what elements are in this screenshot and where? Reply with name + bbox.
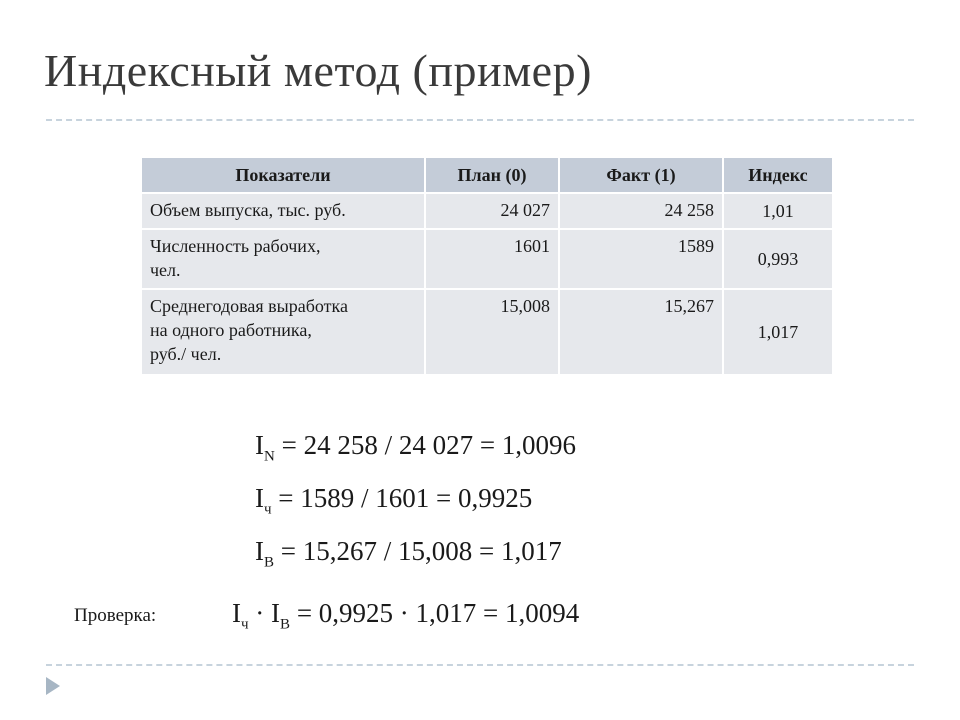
row-name-line: чел. <box>150 260 181 280</box>
row-name-cell <box>141 229 425 289</box>
formula-symbol: I <box>232 598 241 628</box>
row-name-line: на одного работника, <box>150 320 312 340</box>
fact-cell: 24 258 <box>559 193 723 229</box>
index-cell: 1,017 <box>723 289 833 375</box>
row-name-line: Среднегодовая выработка <box>150 296 348 316</box>
formula-symbol: I <box>255 536 264 566</box>
header-indicators: Показатели <box>141 157 425 193</box>
formula-symbol: I <box>255 430 264 460</box>
triangle-right-icon <box>46 677 60 695</box>
row-name-line: Объем выпуска, тыс. руб. <box>150 200 346 220</box>
table-row <box>141 193 833 229</box>
formula-expression: = 1589 / 1601 = 0,9925 <box>271 483 533 513</box>
table-row <box>141 229 833 289</box>
plan-cell: 1601 <box>425 229 559 289</box>
header-index: Индекс <box>723 157 833 193</box>
formula-output-index <box>255 430 576 465</box>
formula-symbol: I <box>271 598 281 628</box>
plan-cell: 15,008 <box>425 289 559 375</box>
row-name-cell <box>141 193 425 229</box>
formula-productivity-index <box>255 536 562 571</box>
formula-subscript: В <box>280 616 291 633</box>
formula-subscript: N <box>264 448 275 465</box>
plan-cell: 24 027 <box>425 193 559 229</box>
header-plan: План (0) <box>425 157 559 193</box>
table-header-row <box>141 157 833 193</box>
formula-expression: = 15,267 / 15,008 = 1,017 <box>274 536 562 566</box>
check-label: Проверка: <box>74 605 157 626</box>
check-formula <box>232 598 579 633</box>
index-cell: 0,993 <box>723 229 833 289</box>
top-divider <box>46 119 914 121</box>
row-name-cell <box>141 289 425 375</box>
formula-headcount-index <box>255 483 532 518</box>
formula-subscript: В <box>264 554 275 571</box>
formula-expression: = 24 258 / 24 027 = 1,0096 <box>274 430 577 460</box>
formula-symbol: I <box>255 483 264 513</box>
data-table <box>140 156 834 376</box>
row-name-line: руб./ чел. <box>150 344 222 364</box>
fact-cell: 15,267 <box>559 289 723 375</box>
row-name-line: Численность рабочих, <box>150 236 321 256</box>
data-table-container <box>140 156 834 376</box>
index-cell: 1,01 <box>723 193 833 229</box>
table-row <box>141 289 833 375</box>
page-title: Индексный метод (пример) <box>44 45 592 96</box>
formula-subscript: ч <box>241 616 249 633</box>
formula-expression: = 0,9925 · 1,017 = 1,0094 <box>290 598 580 628</box>
bottom-divider <box>46 664 914 666</box>
header-fact: Факт (1) <box>559 157 723 193</box>
fact-cell: 1589 <box>559 229 723 289</box>
multiply-dot: · <box>248 598 272 628</box>
formula-subscript: ч <box>264 501 272 518</box>
